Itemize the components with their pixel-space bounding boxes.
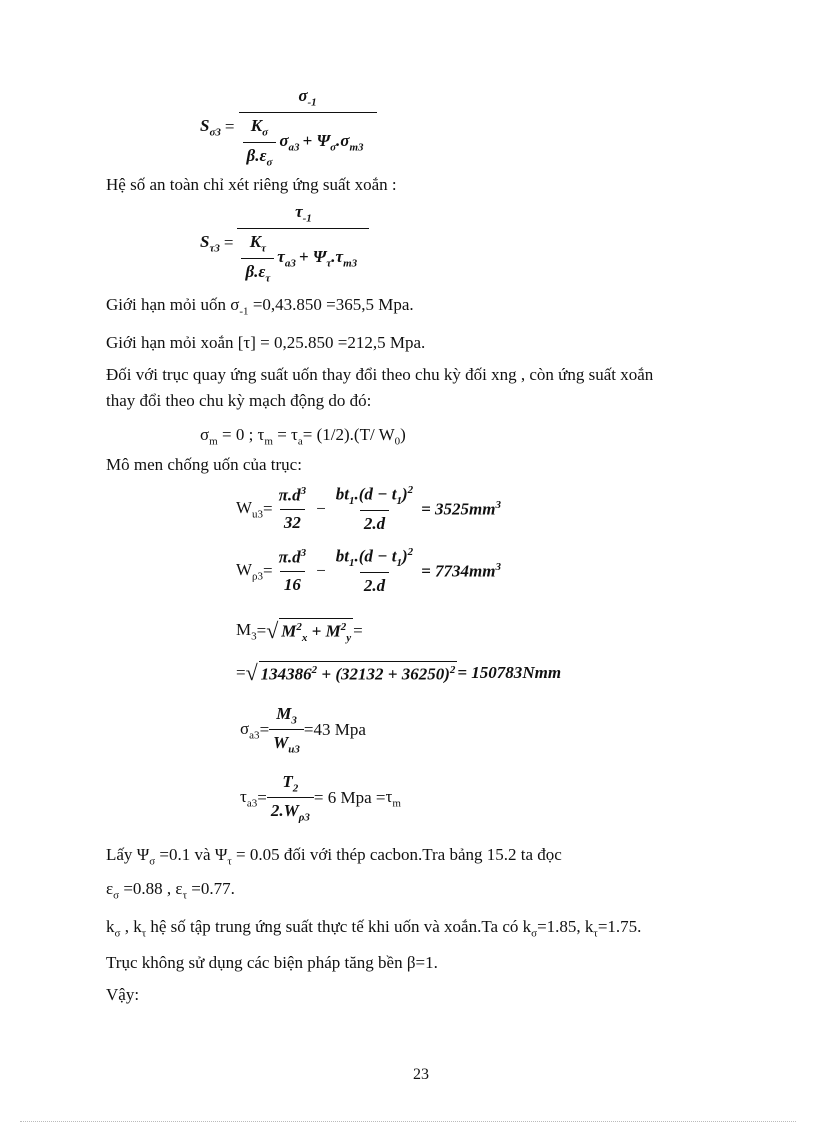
eq-equals: =: [224, 117, 235, 137]
equation-sigma-a3: $\sigma_{a3}$ = $\frac{M_3}{W_{u3}}$ =43 Mpa: [240, 704, 366, 756]
equation-m3-value: = √ $134386^2 + (32132 + 36250)^2$ = 150783Nmm: [236, 660, 562, 685]
equation-s-tau: [200, 202, 369, 284]
eq-lhs: $S_{\tau 3}$: [200, 231, 220, 255]
equation-tau-a3: $\tau_{a3}$ = $\frac{T_2}{2.W_{\rho 3}}$ = 6 Mpa = $\tau_m$: [240, 772, 401, 824]
text-k-line: $k_\sigma$ , $k_\tau$ hệ số tập trung ứng suất thực tế khi uốn và xoắn.Ta có $k_\sigma=1.85$, $k_\tau=1.75$.: [106, 917, 642, 940]
eq-equals: =: [223, 233, 234, 253]
eq-main-fraction: $\sigma_{-1}$ $\frac{K_\sigma}{\beta.\varepsilon_\sigma}$ $\sigma_{a3}$ + $\Psi_\sigma.\sigma_{m3}$: [239, 86, 377, 168]
eq-main-fraction: $\tau_{-1}$ $\frac{K_\tau}{\beta.\varepsilon_\tau}$ $\tau_{a3}$ + $\Psi_\tau.\tau_{m3}$: [237, 202, 369, 284]
eq-lhs: $S_{\sigma 3}$: [200, 115, 221, 139]
page-number: 23: [413, 1066, 429, 1083]
equation-w-p3: $W_{\rho 3}$ = $\frac{\pi.d^3}{16}$ − $\frac{bt_1.(d - t_1)^2}{2.d}$ = $7734mm^3$: [236, 546, 501, 596]
equation-s-sigma: [200, 86, 377, 168]
equation-m3: $M_3$ = √ $M^2_x + M^2_y$ =: [236, 618, 363, 645]
text-bending-limit: Giới hạn mỏi uốn $\sigma_{-1} =0,43.850 =365,5$ Mpa.: [106, 295, 414, 318]
text-psi-line: Lấy $\Psi_\sigma =0.1$ và $\Psi_\tau = 0.05$ đối với thép cacbon.Tra bảng 15.2 ta đọc: [106, 845, 562, 868]
text-eps-line: $\varepsilon_\sigma =0.88$ , $\varepsilon_\tau =0.77$.: [106, 879, 235, 902]
text-mean-stress: $\sigma_m = 0$ ; $\tau_m = \tau_a= (1/2).(T/$ $W_0$): [200, 425, 406, 448]
equation-w-u3: $W_{u3}$ = $\frac{\pi.d^3}{32}$ − $\frac{bt_1.(d - t_1)^2}{2.d}$ = $3525mm^3$: [236, 484, 501, 534]
text-vay: Vậy:: [106, 985, 140, 1004]
text-shaft-line-2: thay đổi theo chu kỳ mạch động do đó:: [106, 391, 372, 410]
text-torsion-limit: Giới hạn mỏi xoắn [τ] = 0,25.850 =212,5 Mpa.: [106, 333, 426, 352]
text-torsion-intro: Hệ số an toàn chỉ xét riêng ứng suất xoắn :: [106, 175, 397, 194]
text-shaft-line-1: Đối với trục quay ứng suất uốn thay đổi theo chu kỳ đối xng , còn ứng suất xoắn: [106, 365, 654, 384]
page-bottom-divider: [20, 1121, 796, 1122]
text-moment-intro: Mô men chống uốn của trục:: [106, 455, 302, 474]
text-beta-line: Trục không sử dụng các biện pháp tăng bền β=1.: [106, 953, 438, 972]
